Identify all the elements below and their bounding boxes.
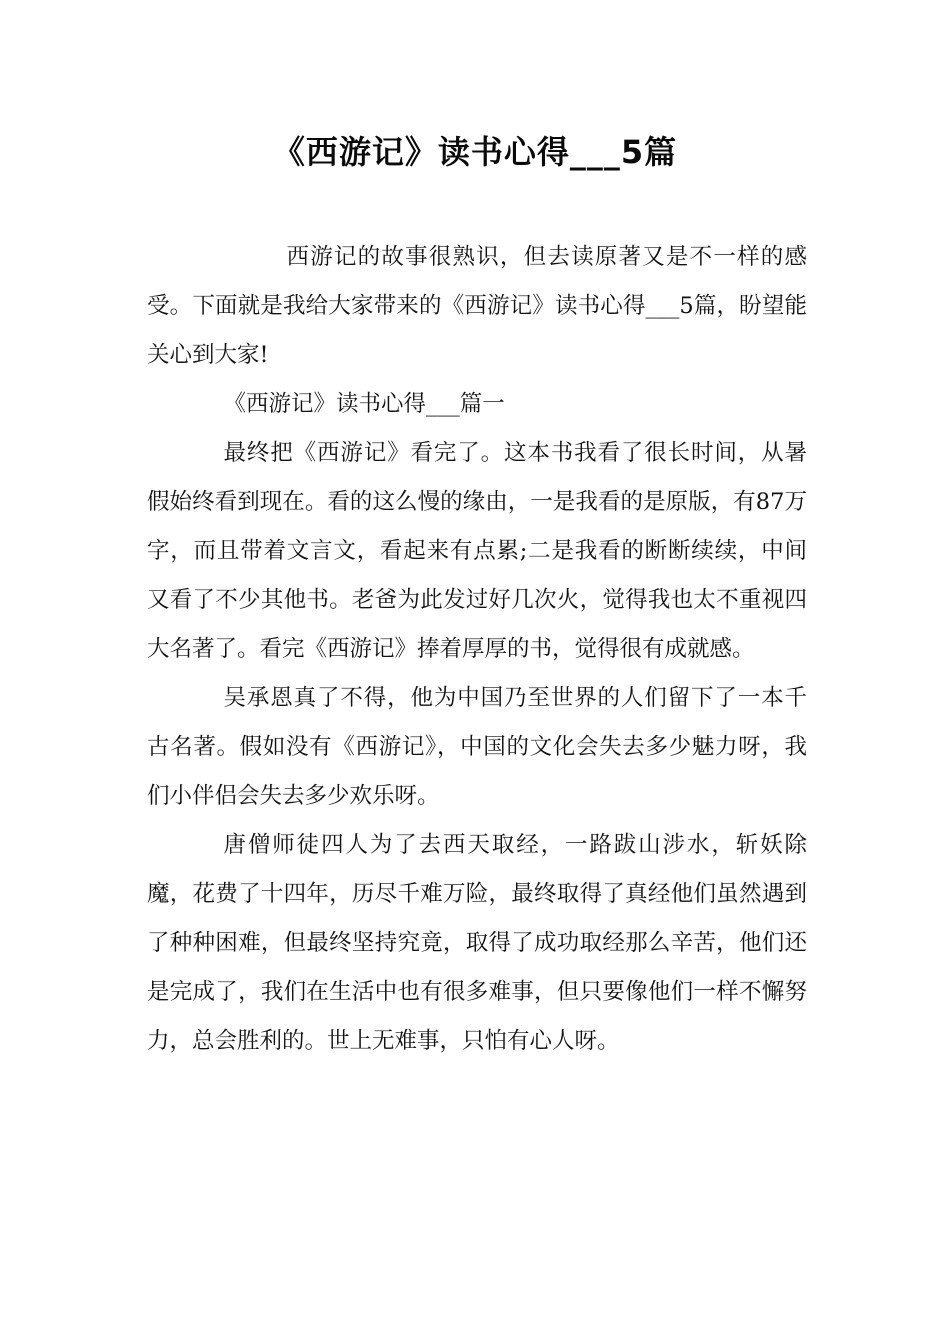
section-heading: 《西游记》读书心得___篇一 xyxy=(223,391,505,417)
document-title: 《西游记》读书心得___5篇 xyxy=(272,133,678,171)
intro-paragraph: 西游记的故事很熟识，但去读原著又是不一样的感受。下面就是我给大家带来的《西游记》读书心得___5篇，盼望能关心到大家! xyxy=(147,244,807,368)
body-paragraph: 最终把《西游记》看完了。这本书我看了很长时间，从暑假始终看到现在。看的这么慢的缘由，一是我看的是原版，有87万字，而且带着文言文，看起来有点累;二是我看的断断续续，中间又看了不少其他书。老爸为此发过好几次火，觉得我也太不重视四大名著了。看完《西游记》捧着厚厚的书，觉得很有成就感。 xyxy=(147,440,807,662)
body-paragraph: 唐僧师徒四人为了去西天取经，一路跋山涉水，斩妖除魔，花费了十四年，历尽千难万险，最终取得了真经他们虽然遇到了种种困难，但最终坚持究竟，取得了成功取经那么辛苦，他们还是完成了，我们在生活中也有很多难事，但只要像他们一样不懈努力，总会胜利的。世上无难事，只怕有心人呀。 xyxy=(147,832,807,1054)
document-body xyxy=(147,233,807,1066)
body-paragraph: 吴承恩真了不得，他为中国乃至世界的人们留下了一本千古名著。假如没有《西游记》，中国的文化会失去多少魅力呀，我们小伴侣会失去多少欢乐呀。 xyxy=(147,685,807,809)
